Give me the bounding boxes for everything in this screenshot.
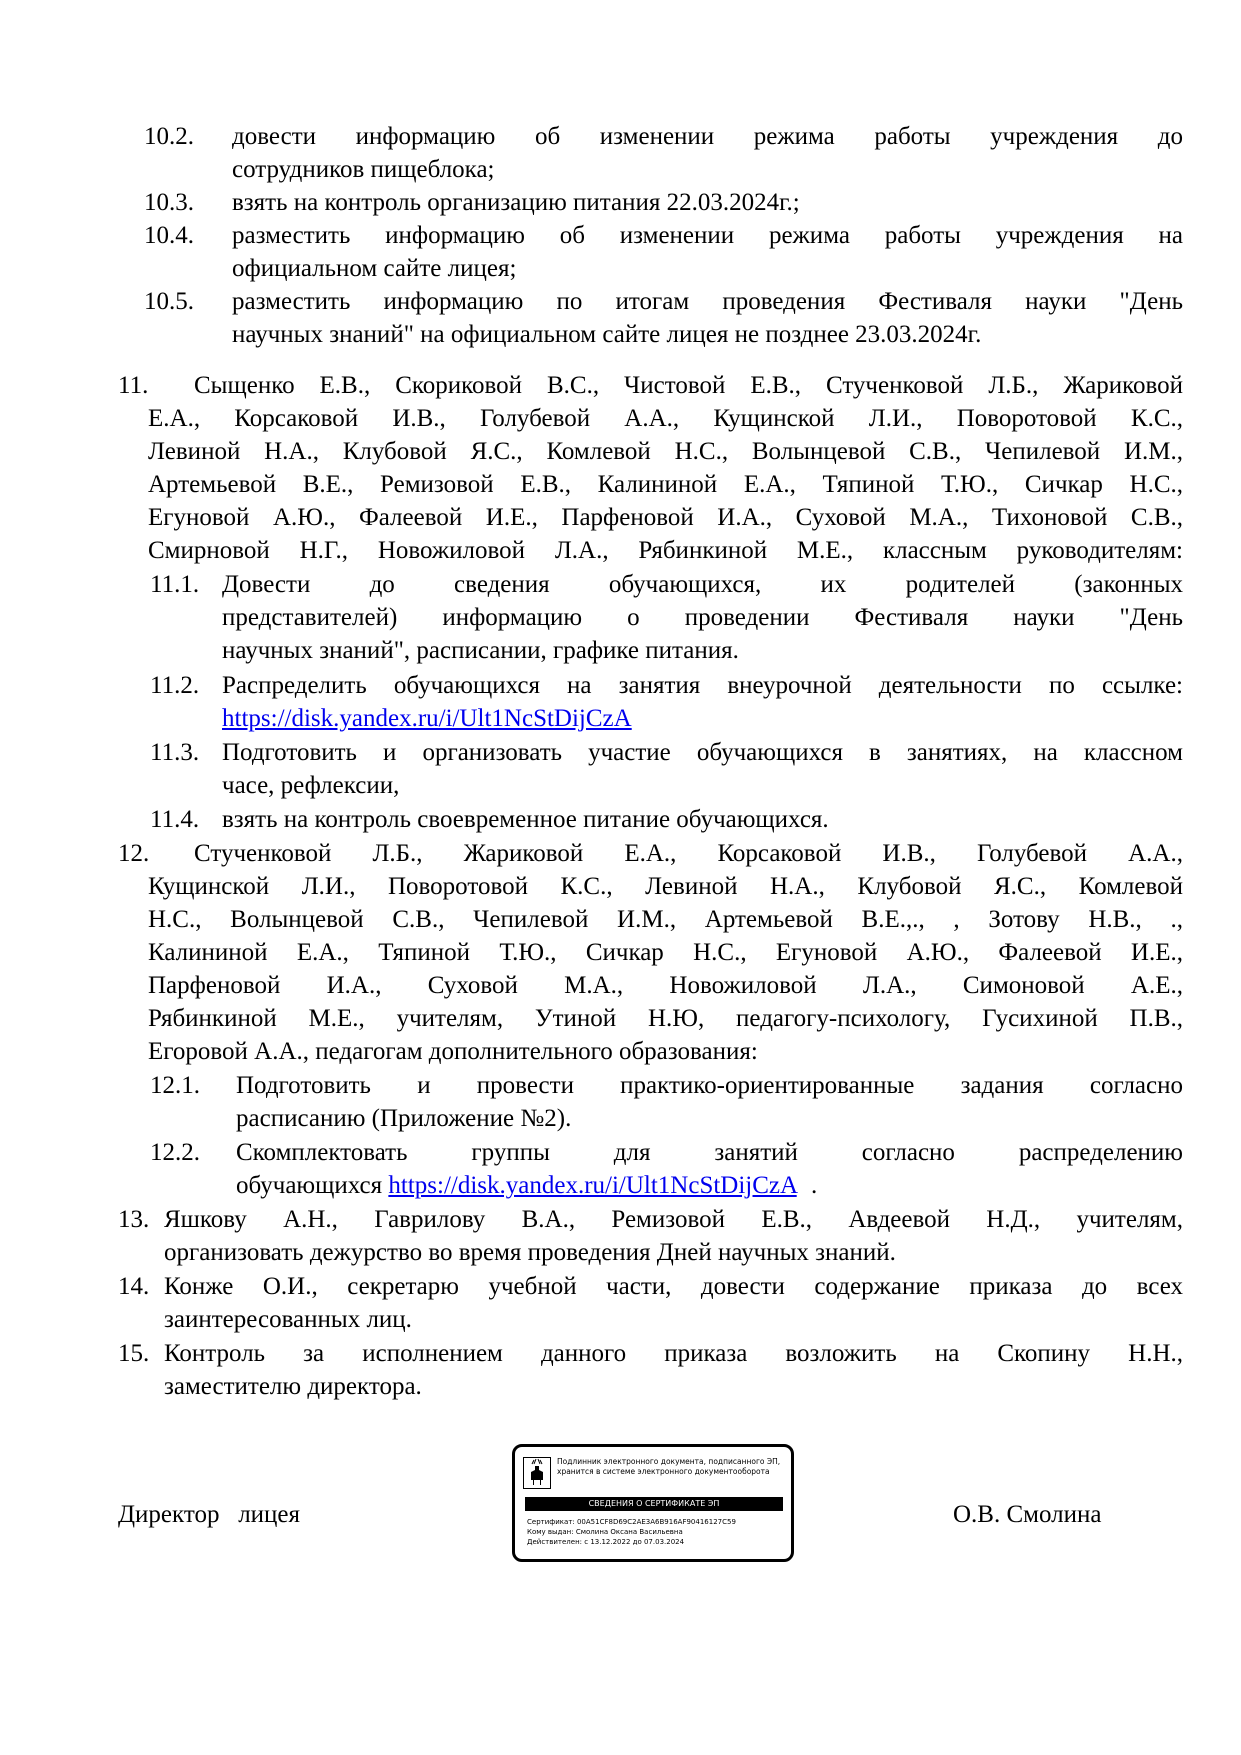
item-text-line: Распределить обучающихся на занятия внеурочной деятельности по ссылке:: [222, 672, 1183, 699]
item-text-line: расписанию (Приложение №2).: [236, 1105, 572, 1132]
stamp-title-bar: СВЕДЕНИЯ О СЕРТИФИКАТЕ ЭП: [525, 1497, 783, 1511]
stamp-valid-period: Действителен: с 13.12.2022 до 07.03.2024: [527, 1538, 685, 1546]
item-text-line: Парфеновой И.А., Суховой М.А., Новожиловой Л.А., Симоновой А.Е.,: [148, 972, 1183, 999]
stamp-certificate: Сертификат: 00A51CF8D69C2AE3A6B916AF90416127C59: [527, 1518, 736, 1526]
item-text-line: Подготовить и провести практико-ориентированные задания согласно: [236, 1072, 1183, 1099]
item-text-line: Калининой Е.А., Тяпиной Т.Ю., Сичкар Н.С., Егуновой А.Ю., Фалеевой И.Е.,: [148, 939, 1183, 966]
item-number: 14.: [118, 1273, 150, 1300]
item-text-line: Егуновой А.Ю., Фалеевой И.Е., Парфеновой И.А., Суховой М.А., Тихоновой С.В.,: [148, 504, 1183, 531]
item-text-line: взять на контроль своевременное питание обучающихся.: [222, 806, 829, 833]
item-text-line: представителей) информацию о проведении Фестиваля науки "День: [222, 604, 1183, 631]
item-text-line: Левиной Н.А., Клубовой Я.С., Комлевой Н.С., Волынцевой С.В., Чепилевой И.М.,: [148, 438, 1183, 465]
item-text-line: сотрудников пищеблока;: [232, 156, 495, 183]
item-text-line: научных знаний" на официальном сайте лицея не позднее 23.03.2024г.: [232, 321, 982, 348]
item-number: 11.1.: [150, 571, 200, 598]
item-text-line: Конже О.И., секретарю учебной части, довести содержание приказа до всех: [164, 1273, 1183, 1300]
item-text-line: часе, рефлексии,: [222, 772, 400, 799]
item-text-fragment: .: [810, 1172, 818, 1199]
item-number: 10.4.: [144, 222, 194, 249]
item-text-line: Довести до сведения обучающихся, их родителей (законных: [222, 571, 1183, 598]
deer-emblem-icon: [523, 1457, 551, 1489]
item-text-line: Яшкову А.Н., Гаврилову В.А., Ремизовой Е.В., Авдеевой Н.Д., учителям,: [164, 1206, 1183, 1233]
item-text-line: заместителю директора.: [164, 1373, 422, 1400]
item-text-line: Е.А., Корсаковой И.В., Голубевой А.А., Кущинской Л.И., Поворотовой К.С.,: [148, 405, 1183, 432]
signature-name: О.В. Смолина: [953, 1501, 1102, 1528]
item-number: 11.3.: [150, 739, 200, 766]
item-text-line: научных знаний", расписании, графике питания.: [222, 637, 739, 664]
item-number: 13.: [118, 1206, 150, 1233]
item-number: 12.2.: [150, 1139, 200, 1166]
item-number: 11.: [118, 372, 149, 399]
item-text-line: Артемьевой В.Е., Ремизовой Е.В., Калининой Е.А., Тяпиной Т.Ю., Сичкар Н.С.,: [148, 471, 1183, 498]
item-link-line: [222, 702, 632, 735]
item-text-line: Кущинской Л.И., Поворотовой К.С., Левиной Н.А., Клубовой Я.С., Комлевой: [148, 873, 1183, 900]
item-number: 12.: [118, 840, 150, 867]
stamp-header: Подлинник электронного документа, подписанного ЭП, хранится в системе электронного документооборота: [557, 1457, 781, 1476]
item-text-line: заинтересованных лиц.: [164, 1306, 412, 1333]
item-number: 15.: [118, 1340, 150, 1367]
item-number: 11.4.: [150, 806, 200, 833]
item-text-line: Сыщенко Е.В., Скориковой В.С., Чистовой Е.В., Стученковой Л.Б., Жариковой: [194, 372, 1183, 399]
signature-position: Директор лицея: [118, 1501, 301, 1528]
item-text-line: Н.С., Волынцевой С.В., Чепилевой И.М., Артемьевой В.Е.,., , Зотову Н.В., .,: [148, 906, 1183, 933]
stamp-issued-to: Кому выдан: Смолина Оксана Васильевна: [527, 1528, 683, 1536]
item-text-line: организовать дежурство во время проведения Дней научных знаний.: [164, 1239, 896, 1266]
item-text-line: взять на контроль организацию питания 22.03.2024г.;: [232, 189, 800, 216]
item-number: 11.2.: [150, 672, 200, 699]
item-text-line: Подготовить и организовать участие обучающихся в занятиях, на классном: [222, 739, 1183, 766]
electronic-signature-stamp: [512, 1444, 794, 1562]
item-number: 12.1.: [150, 1072, 200, 1099]
item-text-line: Контроль за исполнением данного приказа возложить на Скопину Н.Н.,: [164, 1340, 1183, 1367]
item-text-line: Егоровой А.А., педагогам дополнительного образования:: [148, 1038, 758, 1065]
item-number: 10.3.: [144, 189, 194, 216]
disk-yandex-link[interactable]: https://disk.yandex.ru/i/Ult1NcStDijCzA: [222, 705, 632, 732]
item-text-line: Скомплектовать группы для занятий согласно распределению: [236, 1139, 1183, 1166]
item-text-line: разместить информацию по итогам проведения Фестиваля науки "День: [232, 288, 1183, 315]
item-number: 10.5.: [144, 288, 194, 315]
item-text-line: разместить информацию об изменении режима работы учреждения на: [232, 222, 1183, 249]
item-text-fragment: обучающихся: [236, 1172, 383, 1199]
item-link-line: [236, 1169, 817, 1202]
item-text-line: довести информацию об изменении режима работы учреждения до: [232, 123, 1183, 150]
item-text-line: Рябинкиной М.Е., учителям, Утиной Н.Ю, педагогу-психологу, Гусихиной П.В.,: [148, 1005, 1183, 1032]
disk-yandex-link[interactable]: https://disk.yandex.ru/i/Ult1NcStDijCzA: [388, 1172, 797, 1199]
item-text-line: официальном сайте лицея;: [232, 255, 517, 282]
item-text-line: Смирновой Н.Г., Новожиловой Л.А., Рябинкиной М.Е., классным руководителям:: [148, 537, 1183, 564]
item-number: 10.2.: [144, 123, 194, 150]
item-text-line: Стученковой Л.Б., Жариковой Е.А., Корсаковой И.В., Голубевой А.А.,: [194, 840, 1183, 867]
